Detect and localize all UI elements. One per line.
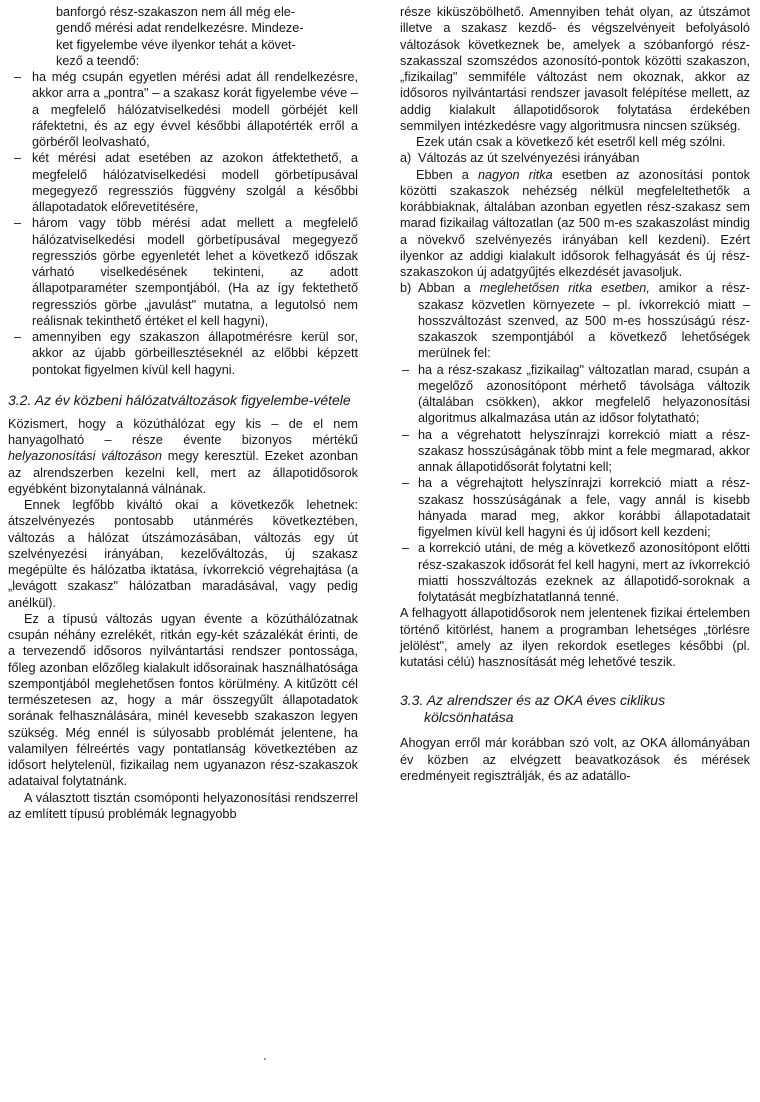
paragraph: Ez a típusú változás ugyan évente a közúthálózatnak csupán néhány ezrelékét, ritkán egy-két százalékát érinti, de a tervezendő idősoros nyilvántartási rendszer pontossága, főleg azonban előzőleg kialakult idősorainak használhatósága szempontjából meglehetősen fontos körülmény. A kitűzött cél természetesen az, hogy a már összegyűlt állapotadatok sorának felhasználására, minél kevesebb szakaszon legyen szükség. Még ennél is súlyosabb problémát jelentene, ha valamilyen félreértés vagy pontatlanság következtében az idősort helytelenül, fizikailag nem ugyanazon rész-szakaszok adataival folytatnánk. (8, 611, 358, 789)
left-bullet-list (8, 69, 358, 378)
speck-mark (264, 1058, 266, 1060)
list-item: – ha még csupán egyetlen mérési adat áll rendelkezésre, akkor arra a „pontra" – a szakasz korát figyelembe véve – a megfelelő hálózatviselkedési modell görbéjét kell ráfektetni, és az egy évvel későbbi állapotérték erről a görbéről leolvasható, (8, 69, 358, 150)
list-item: – ha a végrehajtott helyszínrajzi korrekció miatt a rész-szakasz hosszúságának a fele, vagy annál is kisebb hányada marad meg, akkor korábbi állapotadatait figyelmen kívül kell hagyni és új idősort kell kezdeni; (400, 475, 750, 540)
text-run: esetben az azonosítási pontok közötti szakaszok nehézség nélkül megfeleltethetők a korábbiaknak, általában azonban egyetlen rész-szakasz sem marad fizikailag változatlan (az 500 m-es szakaszolást mindig a növekvő szelvényezés irányában kell kezdeni). Ezért ilyenkor az addigi kialakult idősorok felhagyását és új rész-szakaszokon új adatgyűjtés elkezdését javasoljuk. (400, 167, 750, 279)
case-b-label: b) (400, 281, 412, 296)
emphasis: helyazonosítási változáson (8, 449, 162, 464)
text-run: Közismert, hogy a közúthálózat egy kis – de el nem hanyagolható – része évente bizonyos mértékű (8, 416, 358, 447)
intro-line-4: kező a teendő: (56, 53, 140, 68)
text-run: amikor a rész-szakasz közvetlen környezete – pl. ívkorrekció miatt – hosszváltozást szenved, az 500 m-es hosszúságú rész-szakaszok szempontjából a következő lehetőségek merülnek fel: (418, 281, 750, 361)
right-column (400, 4, 750, 784)
paragraph (8, 416, 358, 497)
right-bullet-list (400, 362, 750, 606)
text-run: Abban a (418, 281, 480, 296)
emphasis: meglehetősen ritka esetben, (479, 281, 650, 296)
emphasis: nagyon ritka (477, 167, 553, 182)
list-item: – ha a végrehatott helyszínrajzi korrekció miatt a rész-szakasz hosszúságának több mint a fele megmarad, akkor annak állapotidősorát folytatni kell; (400, 427, 750, 476)
list-item: – amennyiben egy szakaszon állapotmérésre kerül sor, akkor az újabb görbeillesztéseknél az előbbi képzett pontokat figyelmen kívül kell hagyni. (8, 329, 358, 378)
intro-line-2: gendő mérési adat rendelkezésre. Mindeze- (56, 21, 304, 36)
left-column (8, 4, 358, 822)
list-item: – a korrekció utáni, de még a következő azonosítópont előtti rész-szakaszok idősorát fel kell hagyni, mert az ívkorrekció miatti hosszváltozás ezeknek az állapotidő-soroknak a folytatását megbízhatatlanná tenné. (400, 540, 750, 605)
paragraph: Ennek legfőbb kiváltó okai a következők lehetnek: átszelvényezés pontosabb utánmérés következtében, változás a hálózat útszámozásában, változás egy út szelvényezési irányában, kezelőváltozás, új szakasz megépülte és hálózatba iktatása, ívkorrekció végrehajtása (a „levágott szakasz" hálózatban maradásával, vagy pedig anélkül). (8, 498, 358, 610)
list-item: – ha a rész-szakasz „fizikailag" változatlan marad, csupán a megelőző azonosítópont mérhető távolsága változik (általában csökken), akkor megfelelő helyazonosítási algoritmus alkalmazása után az idősor folytatható; (400, 362, 750, 427)
case-b (400, 280, 750, 361)
paragraph: A választott tisztán csomóponti helyazonosítási rendszerrel az említett típusú problémák legnagyobb (8, 790, 358, 821)
text-run: Ebben a (416, 167, 478, 182)
case-a-title: Változás az út szelvényezési irányában (418, 151, 640, 166)
paragraph: A felhagyott állapotidősorok nem jelentenek fizikai értelemben történő kitörlést, hanem a programban lehetséges „törlésre jelölést", amely az ilyen rekordok esetleges későbbi (pl. kutatási célú) hasznosítását még lehetővé teszik. (400, 606, 750, 669)
case-a (400, 150, 750, 166)
list-item: – három vagy több mérési adat mellett a megfelelő hálózatviselkedési modell görbetípusával megegyező regressziós görbe egyenletét lehet a következő időszak várható viselkedésének tekinteni, az adott állapotparaméter szempontjából. (Ha az így fektethető regressziós görbe „javulást" mutatna, a legutolsó nem reálisnak tekinthető értéket el kell hagyni), (8, 215, 358, 329)
list-item: – két mérési adat esetében az azokon átfektethető, a megfelelő hálózatviselkedési modell görbetípusával megegyező regressziós függvény szolgál a későbbi állapotadatok előrevetítésére, (8, 150, 358, 215)
paragraph: Ahogyan erről már korábban szó volt, az OKA állományában év közben az elvégzett beavatkozások és mérések eredményeit regisztrálják, és az adatállo- (400, 736, 750, 783)
paragraph: része kiküszöbölhető. Amennyiben tehát olyan, az útszámot illetve a szakasz kezdő- és végszelvényeit befolyásoló változások következnek be, amelyek a szóbanforgó rész-szakasszal szomszédos azonosító-pontok közötti szakaszon, „fizikailag" semmiféle változást nem okoznak, akkor az idősoros nyilvántartási rendszer javasolt felépítése mellett, az addig kialakult állapotidősorok folytatása érdekében semmilyen intézkedésre vagy algoritmusra nincsen szükség. (400, 5, 750, 133)
paragraph: Ezek után csak a következő két esetről kell még szólni. (416, 135, 726, 149)
text-run: megy keresztül. Ezeket azonban az alrendszerben kezelni kell, mert az állapotidősorok egyébként bizonytalanná válnának. (8, 449, 358, 496)
intro-line-1: banforgó rész-szakaszon nem áll még ele- (56, 5, 296, 19)
case-a-label: a) (400, 151, 412, 166)
intro-line-3: ket figyelembe véve ilyenkor tehát a követ- (56, 37, 296, 52)
paragraph (400, 167, 750, 281)
section-heading-3-2: 3.2. Az év közbeni hálózatváltozások figyelembe-vétele (8, 391, 351, 408)
section-heading-3-3: 3.3. Az alrendszer és az OKA éves ciklikus kölcsönhatása (400, 692, 666, 726)
